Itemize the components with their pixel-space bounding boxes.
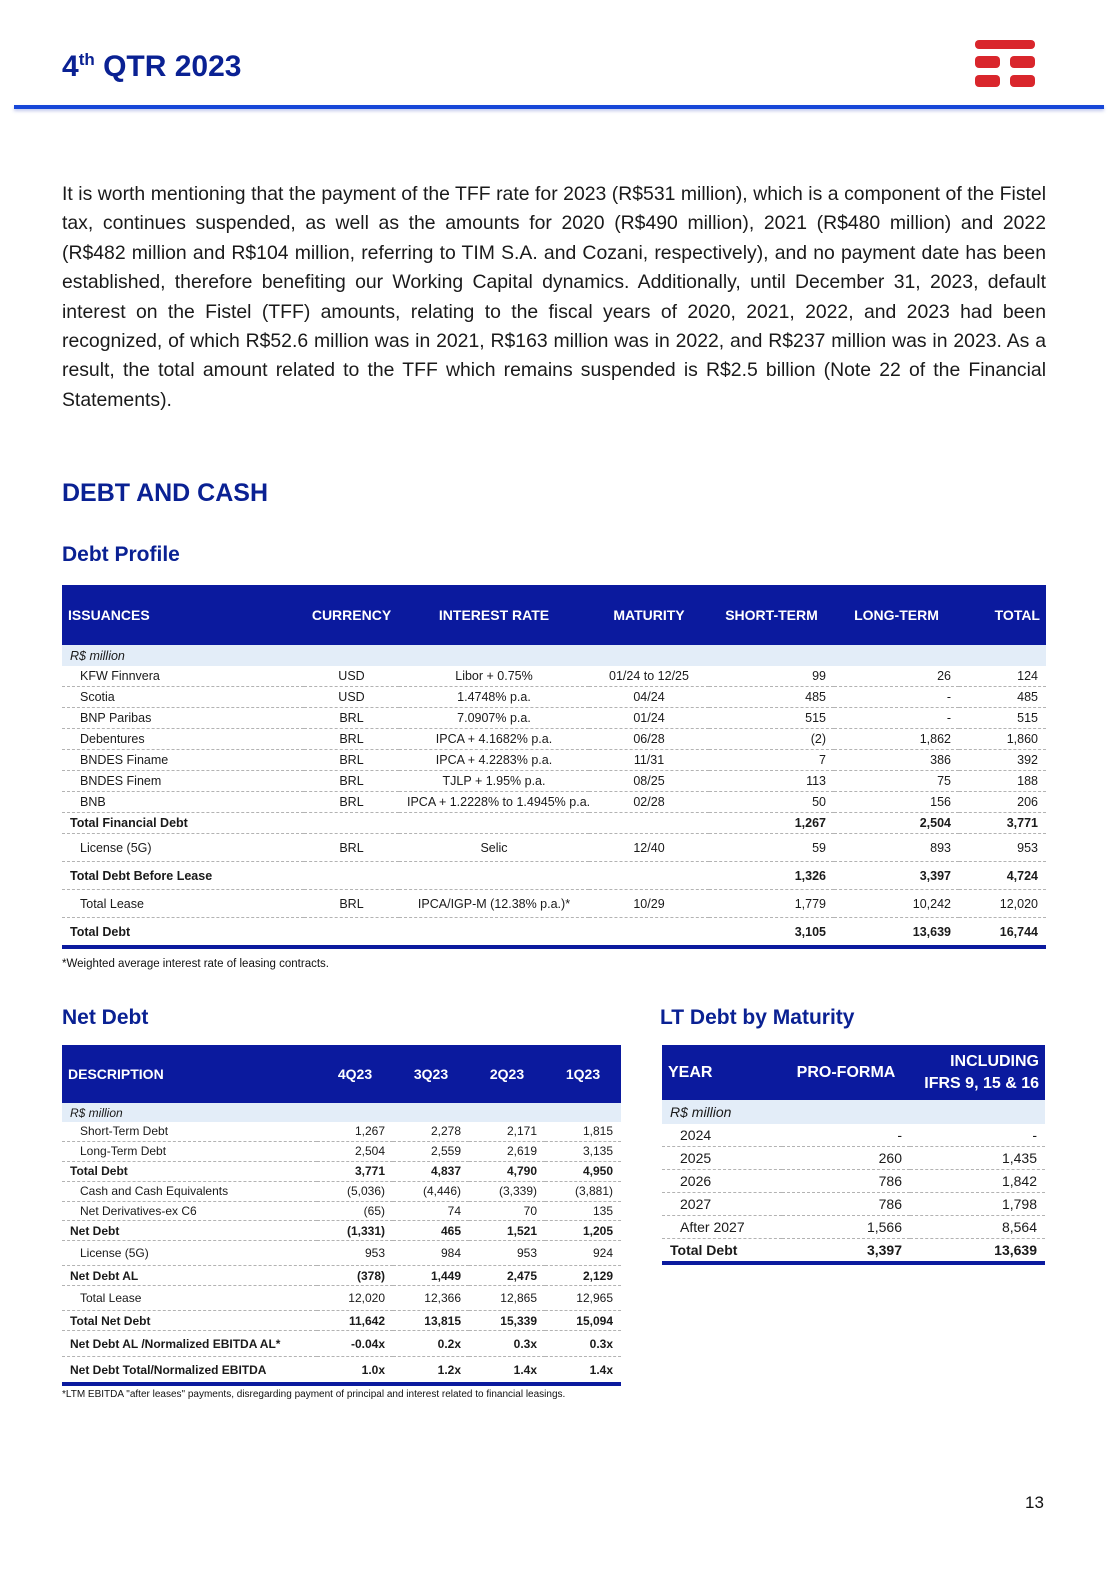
page-title: 4th QTR 2023 xyxy=(62,50,242,83)
table-row: Long-Term Debt 2,504 2,559 2,619 3,135 xyxy=(62,1141,621,1161)
col-4q23: 4Q23 xyxy=(317,1045,393,1103)
col-3q23: 3Q23 xyxy=(393,1045,469,1103)
table-row: License (5G) 953 984 953 924 xyxy=(62,1241,621,1266)
total-debt-row: Total Debt 3,105 13,639 16,744 xyxy=(62,918,1046,948)
col-including-ifrs: INCLUDING IFRS 9, 15 & 16 xyxy=(910,1045,1045,1100)
col-maturity: MATURITY xyxy=(589,585,709,645)
lt-debt-table xyxy=(662,1045,1045,1265)
table-row: Cash and Cash Equivalents (5,036) (4,446) (3,339) (3,881) xyxy=(62,1181,621,1201)
col-2q23: 2Q23 xyxy=(469,1045,545,1103)
col-issuances: ISSUANCES xyxy=(62,585,304,645)
table-row: Net Debt Total/Normalized EBITDA 1.0x 1.2x 1.4x 1.4x xyxy=(62,1357,621,1385)
unit-row: R$ million xyxy=(662,1100,1045,1124)
license-row: License (5G) BRL Selic 12/40 59 893 953 xyxy=(62,834,1046,862)
col-currency: CURRENCY xyxy=(304,585,399,645)
table-row: Net Debt (1,331) 465 1,521 1,205 xyxy=(62,1221,621,1241)
unit-row: R$ million xyxy=(62,645,1046,666)
table-row: Net Debt AL /Normalized EBITDA AL* -0.04x 0.2x 0.3x 0.3x xyxy=(62,1331,621,1357)
col-short-term: SHORT-TERM xyxy=(709,585,834,645)
table-row: Total Debt 3,771 4,837 4,790 4,950 xyxy=(62,1161,621,1181)
page-number: 13 xyxy=(1025,1493,1044,1512)
lease-row: Total Lease BRL IPCA/IGP-M (12.38% p.a.)* 10/29 1,779 10,242 12,020 xyxy=(62,890,1046,918)
table-row: 2026 786 1,842 xyxy=(662,1170,1045,1193)
table-row: Net Derivatives-ex C6 (65) 74 70 135 xyxy=(62,1201,621,1221)
table-row: Debentures BRL IPCA + 4.1682% p.a. 06/28 (2) 1,862 1,860 xyxy=(62,729,1046,750)
net-debt-footnote: *LTM EBITDA "after leases" payments, disregarding payment of principal and interest related to financial leasings. xyxy=(62,1389,566,1400)
col-interest-rate: INTEREST RATE xyxy=(399,585,589,645)
table-row: Short-Term Debt 1,267 2,278 2,171 1,815 xyxy=(62,1122,621,1141)
total-financial-debt-row: Total Financial Debt 1,267 2,504 3,771 xyxy=(62,813,1046,834)
col-year: YEAR xyxy=(662,1045,782,1100)
tim-logo-icon xyxy=(975,40,1035,90)
section-title: DEBT AND CASH xyxy=(62,479,269,507)
col-pro-forma: PRO-FORMA xyxy=(782,1045,910,1100)
lt-debt-title: LT Debt by Maturity xyxy=(660,1006,855,1029)
table-row: BNB BRL IPCA + 1.2228% to 1.4945% p.a. 02/28 50 156 206 xyxy=(62,792,1046,813)
unit-row: R$ million xyxy=(62,1103,621,1122)
col-1q23: 1Q23 xyxy=(545,1045,621,1103)
col-description: DESCRIPTION xyxy=(62,1045,317,1103)
table-row: KFW Finnvera USD Libor + 0.75% 01/24 to 12/25 99 26 124 xyxy=(62,666,1046,687)
table-row: Total Net Debt 11,642 13,815 15,339 15,094 xyxy=(62,1311,621,1331)
intro-paragraph: It is worth mentioning that the payment of the TFF rate for 2023 (R$531 million), which is a component of the Fistel tax, continues suspended, as well as the amounts for 2020 (R$490 million), 2021 (R$480 million) and 2022 (R$482 million and R$104 million, referring to TIM S.A. and Cozani, respectively), and no payment date has been established, therefore benefiting our Working Capital dynamics. Additionally, until December 31, 2023, default interest on the Fistel (TFF) amounts, relating to the fiscal years of 2020, 2021, 2022, and 2023 had been recognized, of which R$52.6 million was in 2021, R$163 million was in 2022, and R$237 million was in 2023. As a result, the total amount related to the TFF which remains suspended is R$2.5 billion (Note 22 of the Financial Statements). xyxy=(62,183,1046,411)
debt-profile-table xyxy=(62,585,1046,949)
table-row: 2024 - - xyxy=(662,1124,1045,1147)
col-long-term: LONG-TERM xyxy=(834,585,959,645)
table-row: BNDES Finame BRL IPCA + 4.2283% p.a. 11/31 7 386 392 xyxy=(62,750,1046,771)
net-debt-table xyxy=(62,1045,621,1386)
net-debt-title: Net Debt xyxy=(62,1006,149,1029)
debt-profile-title: Debt Profile xyxy=(62,543,180,566)
total-before-lease-row: Total Debt Before Lease 1,326 3,397 4,724 xyxy=(62,862,1046,890)
table-row: BNP Paribas BRL 7.0907% p.a. 01/24 515 - 515 xyxy=(62,708,1046,729)
table-row: Scotia USD 1.4748% p.a. 04/24 485 - 485 xyxy=(62,687,1046,708)
table-row: Total Lease 12,020 12,366 12,865 12,965 xyxy=(62,1286,621,1311)
table-row: 2025 260 1,435 xyxy=(662,1147,1045,1170)
table-row: After 2027 1,566 8,564 xyxy=(662,1216,1045,1239)
header-divider xyxy=(14,105,1104,109)
table-row: BNDES Finem BRL TJLP + 1.95% p.a. 08/25 113 75 188 xyxy=(62,771,1046,792)
table-row: 2027 786 1,798 xyxy=(662,1193,1045,1216)
debt-profile-footnote: *Weighted average interest rate of leasing contracts. xyxy=(62,958,329,970)
col-total: TOTAL xyxy=(959,585,1046,645)
total-debt-row: Total Debt 3,397 13,639 xyxy=(662,1239,1045,1264)
table-row: Net Debt AL (378) 1,449 2,475 2,129 xyxy=(62,1266,621,1286)
